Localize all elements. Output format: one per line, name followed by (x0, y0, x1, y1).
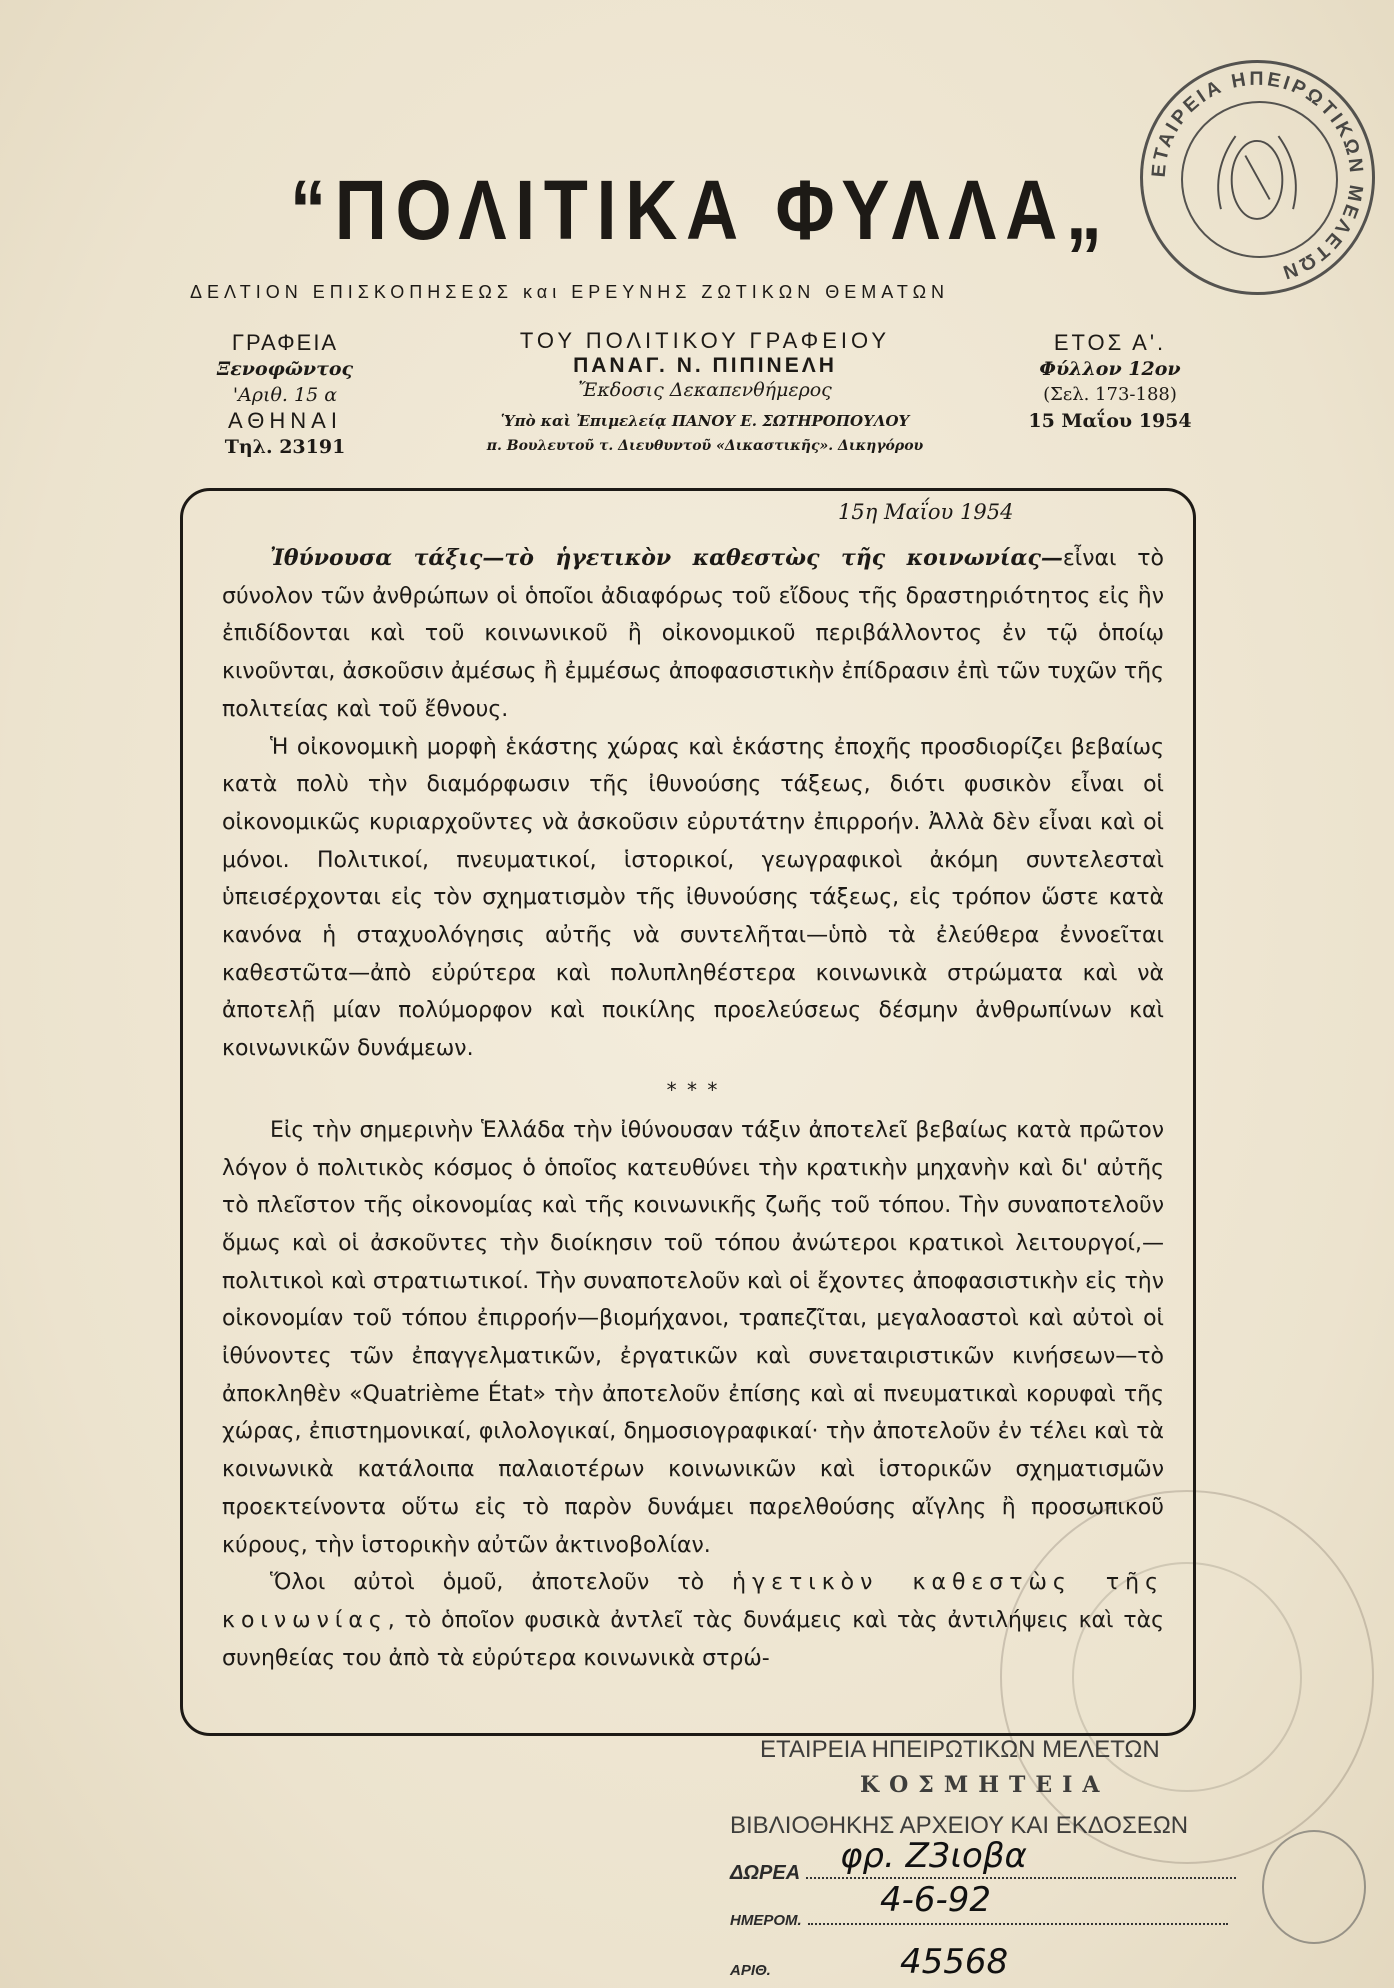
issue-pages: (Σελ. 173-188) (1043, 384, 1177, 405)
offices-city: ΑΘΗΝΑΙ (228, 408, 342, 433)
lead-phrase: Ἰθύνουσα τάξις—τὸ ἡγετικὸν καθεστὼς τῆς κοινωνίας— (270, 545, 1063, 571)
paragraph-3-text-c: τὴν ἀποτελοῦν ἐπίσης καὶ αἱ πνευματικαὶ κορυφαὶ τῆς χώρας, ἐπιστημονικαί, φιλολογικαί, δημοσιογραφικαί· τὴν ἀποτελοῦν ἐν τέλει καὶ τὰ κοινωνικὰ κατάλοιπα παλαιοτέρων κοινωνικῶν καὶ ἱστορικῶν σχηματισμῶν προεκτείνοντα οὕτω εἰς τὸ παρὸν δυνάμει παρελθούσης αἴγλης ἢ προσωπικοῦ κύρους, τὴν ἱστορικὴν αὐτῶν ἀκτινοβολίαν. (222, 1381, 1164, 1558)
paragraph-3-text-a: Εἰς τὴν σημερινὴν Ἑλλάδα τὴν ἰθύνουσαν τάξιν ἀποτελεῖ βεβαίως κατὰ πρῶτον λόγον ὁ πολιτικὸς κόσμος ὁ ὁποῖος κατευθύνει τὴν κρατικὴν μηχανὴν καὶ δι' αὐτῆς τὸ πλεῖστον τῆς οἰκονομίας καὶ τῆς κοινωνικῆς ζωῆς τοῦ τόπου. Τὴν συναποτελοῦν ὅμως καὶ οἱ ἀσκοῦντες τὴν διοίκησιν τοῦ τόπου ἀνώτεροι κρατικοὶ λειτουργοί,—πολιτικοὶ καὶ στρατιωτικοί. Τὴν συναποτελοῦν καὶ οἱ ἔχοντες ἀποφασιστικὴν εἰς τὴν οἰκονομίαν τοῦ τόπου ἐπιρροήν—βιομήχανοι, τραπεζῖται, μεγαλοαστοὶ καὶ αὐτοὶ οἱ ἰθύνοντες τῶν ἐπαγγελματικῶν, ἐργατικῶν καὶ συνεταιριστικῶν κινήσεων—τὸ ἀποκληθὲν (222, 1117, 1164, 1407)
stamp-deanery: ΚΟΣΜΗΤΕΙΑ (860, 1772, 1110, 1798)
society-seal (1140, 60, 1375, 295)
quatrieme-etat: «Quatrième État» (349, 1381, 546, 1407)
masthead-title: “ΠΟΛΙΤΙΚΑ ΦΥΛΛΑ„ (290, 163, 1111, 257)
offices-number: 'Αριθ. 15 α (232, 384, 338, 406)
small-seal-icon (1262, 1830, 1366, 1944)
editor-line: Ὑπὸ καὶ Ἐπιμελείᾳ ΠΑΝΟΥ Ε. ΣΩΤΗΡΟΠΟΥΛΟΥ (500, 412, 910, 430)
paragraph-4-text-a: Ὅλοι αὐτοὶ ὁμοῦ, ἀποτελοῦν τὸ (270, 1570, 733, 1596)
number-handwritten: 45568 (900, 1942, 1009, 1982)
paragraph-1 (222, 540, 1164, 729)
issue-number: Φύλλον 12ον (1039, 358, 1181, 380)
paragraph-1-text: εἶναι τὸ σύνολον τῶν ἀνθρώπων οἱ ὁποῖοι ἀδιαφόρως τοῦ εἴδους τῆς δραστηριότητος εἰς ἣν ἐπιδίδονται καὶ τοῦ κοινωνικοῦ ἢ οἰκονομικοῦ περιβάλλοντος ἐν τῷ ὁποίῳ κινοῦνται, ἀσκοῦσιν ἀμέσως ἢ ἐμμέσως ἀποφασιστικὴν ἐπίδρασιν ἐπὶ τῶν τυχῶν τῆς πολιτείας καὶ τοῦ ἔθνους. (222, 546, 1164, 722)
number-label: ΑΡΙΘ. (730, 1962, 771, 1979)
article-date: 15η Μαΐου 1954 (838, 500, 1014, 524)
paragraph-4 (222, 1564, 1164, 1677)
donation-handwritten: φρ. Ζ3ιοβα (840, 1836, 1027, 1876)
header-publisher (410, 328, 1000, 458)
offices-street: Ξενοφῶντος (216, 358, 354, 380)
masthead-subtitle: ΔΕΛΤΙΟΝ ΕΠΙΣΚΟΠΗΣΕΩΣ και ΕΡΕΥΝΗΣ ΖΩΤΙΚΩΝ ΘΕΜΑΤΩΝ (190, 282, 950, 302)
header-issue (1010, 330, 1210, 434)
header-offices (200, 330, 370, 460)
paragraph-3 (222, 1112, 1164, 1564)
seal-inner-ring (1181, 101, 1338, 258)
stamp-society: ΕΤΑΙΡΕΙΑ ΗΠΕΙΡΩΤΙΚΩΝ ΜΕΛΕΤΩΝ (760, 1736, 1160, 1763)
publisher-line1: ΤΟΥ ΠΟΛΙΤΙΚΟΥ ΓΡΑΦΕΙΟΥ (519, 328, 891, 353)
offices-phone: Τηλ. 23191 (224, 436, 346, 458)
seal-text: ΕΤΑΙΡΕΙΑ ΗΠΕΙΡΩΤΙΚΩΝ ΜΕΛΕΤΩΝ (1147, 67, 1368, 285)
editor-title: π. Βουλευτοῦ τ. Διευθυντοῦ «Δικαστικῆς». Δικηγόρου (486, 438, 924, 454)
date-handwritten: 4-6-92 (880, 1880, 992, 1920)
issue-year: ΕΤΟΣ Α'. (1053, 330, 1167, 355)
offices-label: ΓΡΑΦΕΙΑ (231, 330, 339, 355)
publication-frequency: Ἔκδοσις Δεκαπενθήμερος (578, 379, 832, 401)
donation-label: ΔΩΡΕΑ (730, 1862, 801, 1884)
issue-date: 15 Μαΐου 1954 (1028, 410, 1192, 432)
paragraph-2: Ἡ οἰκονομικὴ μορφὴ ἑκάστης χώρας καὶ ἑκάστης ἐποχῆς προσδιορίζει βεβαίως κατὰ πολὺ τὴν διαμόρφωσιν τῆς ἰθυνούσης τάξεως, διότι φυσικὸν εἶναι οἱ οἰκονομικῶς κυριαρχοῦντες νὰ ἀσκοῦσιν εὐρυτάτην ἐπιρροήν. Ἀλλὰ δὲν εἶναι καὶ οἱ μόνοι. Πολιτικοί, πνευματικοί, ἱστορικοί, γεωγραφικοὶ ἀκόμη συντελεσταὶ ὑπεισέρχονται εἰς τὸν σχηματισμὸν τῆς ἰθυνούσης τάξεως, εἰς τρόπον ὥστε κατὰ κανόνα ἡ σταχυολόγησις αὐτῆς νὰ συντελῆται—ὑπὸ τὰ ἐλεύθερα ἐννοεῖται καθεστῶτα—ἀπὸ εὐρύτερα καὶ πολυπληθέστερα κοινωνικὰ στρώματα καὶ νὰ ἀποτελῇ μίαν πολύμορφον καὶ ποικίλης προελεύσεως δέσμην ἀνθρωπίνων καὶ κοινωνικῶν δυνάμεων. (222, 734, 1164, 1062)
publisher-name: ΠΑΝΑΓ. Ν. ΠΙΠΙΝΕΛΗ (573, 354, 837, 377)
article-body (222, 540, 1164, 1677)
number-field (730, 1962, 771, 1980)
section-separator: * * * (666, 1077, 720, 1102)
date-label: ΗΜΕΡΟΜ. (730, 1912, 802, 1929)
date-line (808, 1919, 1228, 1925)
stamp-library: ΒΙΒΛΙΟΘΗΚΗΣ ΑΡΧΕΙΟΥ ΚΑΙ ΕΚΔΟΣΕΩΝ (730, 1812, 1189, 1839)
paragraph-4-spaced: ἡγετικὸν καθεστὼς τῆς κοινωνίας (222, 1570, 1164, 1633)
paragraph-4-text-b: , τὸ ὁποῖον φυσικὰ ἀντλεῖ τὰς δυνάμεις καὶ τὰς ἀντιλήψεις καὶ τὰς συνηθείας του ἀπὸ τὰ εὐρύτερα κοινωνικὰ στρώ- (222, 1607, 1164, 1671)
